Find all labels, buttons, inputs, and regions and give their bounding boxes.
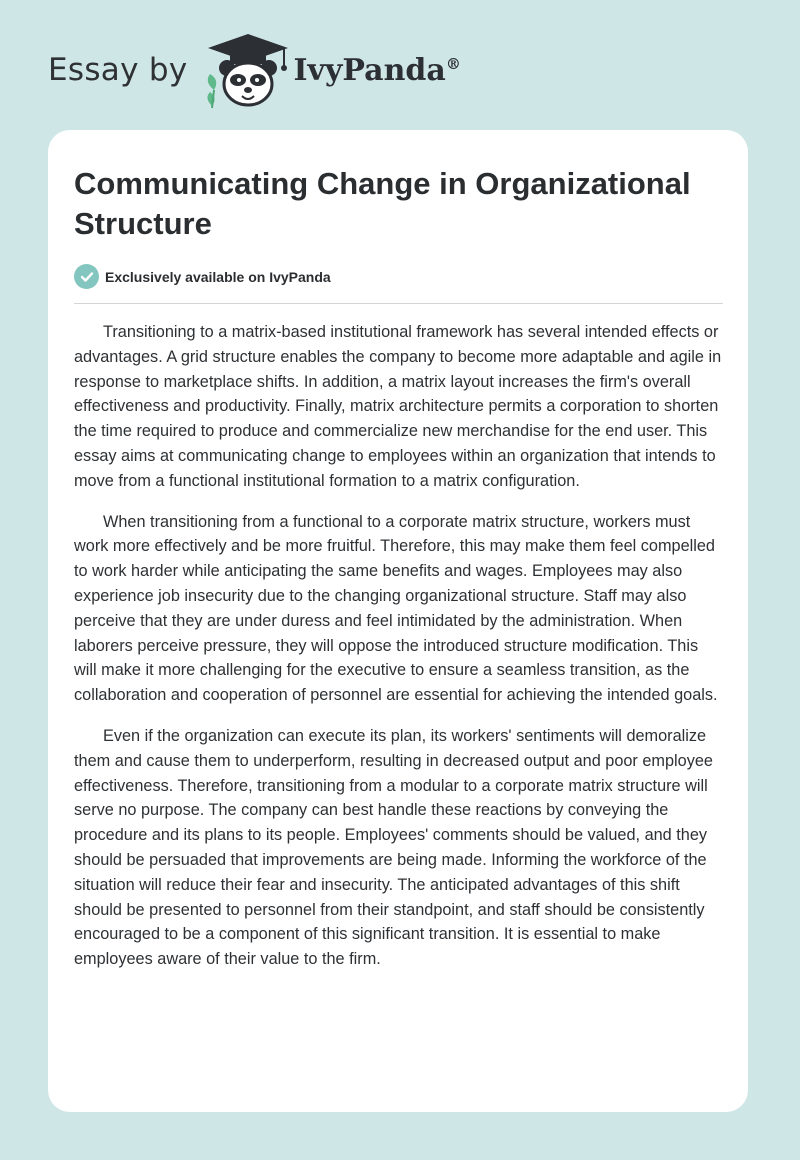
- essay-title: Communicating Change in Organizational Structure: [74, 166, 691, 241]
- exclusive-badge: [74, 264, 331, 289]
- paragraph: Transitioning to a matrix-based institutional framework has several intended effects or advantages. A grid structure enables the company to become more adaptable and agile in response to marketplace shifts. In addition, a matrix layout increases the firm's overall effectiveness and productivity. Finally, matrix architecture permits a corporation to shorten the time required to produce and commercialize new merchandise for the end user. This essay aims at communicating change to employees within an organization that intends to move from a functional institutional formation to a matrix configuration.: [74, 323, 722, 490]
- divider: [74, 303, 723, 304]
- paragraph: When transitioning from a functional to a corporate matrix structure, workers must work more effectively and be more fruitful. Therefore, this may make them feel compelled to work harder while anticipating the same benefits and wages. Employees may also experience job insecurity due to the changing organizational structure. Staff may also perceive that they are under duress and feel intimidated by the administration. When laborers perceive pressure, they will oppose the introduced structure modification. This will make it more challenging for the executive to ensure a seamless transition, as the collaboration and cooperation of personnel are essential for achieving the intended goals.: [74, 512, 718, 705]
- site-header: [48, 30, 461, 110]
- registered-mark: ®: [445, 54, 461, 73]
- checkmark-icon: [74, 264, 99, 289]
- brand-name[interactable]: IvyPanda®: [293, 52, 461, 88]
- essay-by-label: Essay by: [48, 52, 188, 88]
- essay-card: [48, 130, 748, 1112]
- paragraph: Even if the organization can execute its plan, its workers' sentiments will demoralize them and cause them to underperform, resulting in decreased output and poor employee effectiveness. Therefore, transitioning from a modular to a corporate matrix structure will serve no purpose. The company can best handle these reactions by conveying the procedure and its plans to its people. Employees' comments should be valued, and they should be persuaded that improvements are being made. Informing the workforce of the situation will reduce their fear and insecurity. The anticipated advantages of this shift should be presented to personnel from their standpoint, and staff should be consistently encouraged to be a component of this significant transition. It is essential to make employees aware of their value to the firm.: [74, 726, 713, 969]
- essay-body: [74, 320, 724, 988]
- panda-logo-icon[interactable]: [200, 30, 296, 110]
- badge-label: Exclusively available on IvyPanda: [105, 268, 331, 285]
